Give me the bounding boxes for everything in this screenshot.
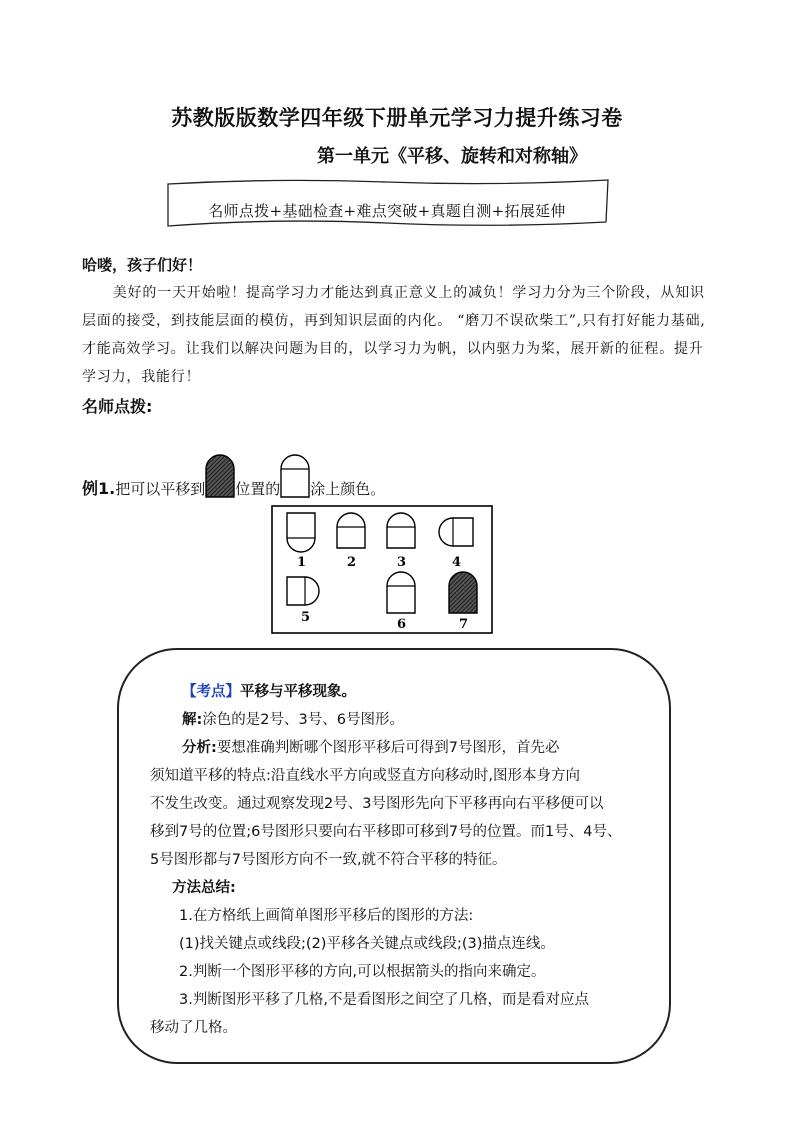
solution-line bbox=[182, 710, 404, 730]
analysis-line-2: 须知道平移的特点:沿直线水平方向或竖直方向移动时,图形本身方向 bbox=[150, 768, 580, 784]
shape-2 bbox=[337, 513, 365, 548]
section-heading: 名师点拨: bbox=[82, 397, 153, 416]
arch-outline-icon bbox=[280, 454, 310, 502]
shape-1 bbox=[287, 513, 315, 552]
intro-paragraph: 美好的一天开始啦！提高学习力才能达到真正意义上的减负！学习力分为三个阶段，从知识层面的接受，到技能层面的模仿，再到知识层面的内化。 “磨刀不误砍柴工”,只有打好能力基础,才能高效学习。让我们以解决问题为目的，以学习力为帆，以内驱力为桨，展开新的征程。提升学习力，我能行！ bbox=[82, 285, 706, 385]
analysis-line-3: 不发生改变。通过观察发现2号、3号图形先向下平移再向右平移便可以 bbox=[150, 796, 604, 812]
banner-text: 名师点拨+基础检查+难点突破+真题自测+拓展延伸 bbox=[208, 202, 566, 220]
method-line-2: (1)找关键点或线段;(2)平移各关键点或线段;(3)描点连线。 bbox=[179, 936, 555, 952]
example-text-a: 把可以平移到 bbox=[115, 480, 206, 498]
shape-label-3: 3 bbox=[397, 555, 407, 570]
example-1 bbox=[82, 454, 385, 502]
shape-label-7: 7 bbox=[459, 617, 469, 632]
method-title: 方法总结: bbox=[172, 880, 236, 896]
example-text-c: 涂上颜色。 bbox=[310, 480, 386, 498]
example-label: 例1. bbox=[82, 479, 116, 498]
shape-label-4: 4 bbox=[452, 555, 462, 570]
method-line-4: 3.判断图形平移了几格,不是看图形之间空了几格，而是看对应点 bbox=[179, 992, 589, 1008]
analysis-line-1: 分析:要想准确判断哪个图形平移后可得到7号图形，首先必 bbox=[182, 740, 560, 756]
shape-label-2: 2 bbox=[347, 555, 357, 570]
shape-label-5: 5 bbox=[301, 610, 311, 625]
solution-label: 解: bbox=[182, 712, 203, 728]
kaodian-line bbox=[182, 682, 356, 702]
analysis-line-4: 移到7号的位置;6号图形只要向右平移即可移到7号的位置。而1号、4号、 bbox=[150, 824, 622, 840]
shaded-arch-icon bbox=[205, 454, 235, 502]
shape-4 bbox=[439, 518, 473, 546]
kaodian-tag: 【考点】 bbox=[182, 684, 240, 700]
shape-5 bbox=[287, 577, 319, 605]
analysis-label: 分析: bbox=[182, 740, 217, 756]
shape-6 bbox=[387, 572, 415, 613]
shape-label-6: 6 bbox=[397, 617, 407, 632]
method-line-1: 1.在方格纸上画简单图形平移后的图形的方法: bbox=[179, 908, 474, 924]
explanation-box bbox=[117, 648, 671, 1064]
analysis-line-5: 5号图形都与7号图形方向不一致,就不符合平移的特征。 bbox=[150, 852, 507, 868]
unit-subtitle: 第一单元《平移、旋转和对称轴》 bbox=[317, 146, 587, 167]
method-line-5: 移动了几格。 bbox=[150, 1020, 237, 1036]
shape-3 bbox=[387, 513, 415, 548]
greeting: 哈喽，孩子们好！ bbox=[82, 256, 203, 274]
solution-text: 涂色的是2号、3号、6号图形。 bbox=[202, 712, 404, 728]
page-title: 苏教版版数学四年级下册单元学习力提升练习卷 bbox=[171, 105, 623, 130]
shape-7 bbox=[449, 572, 477, 613]
shapes-figure bbox=[271, 505, 493, 635]
kaodian-text: 平移与平移现象。 bbox=[240, 684, 356, 700]
shape-label-1: 1 bbox=[297, 555, 307, 570]
method-line-3: 2.判断一个图形平移的方向,可以根据箭头的指向来确定。 bbox=[179, 964, 546, 980]
example-text-b: 位置的 bbox=[235, 480, 281, 498]
